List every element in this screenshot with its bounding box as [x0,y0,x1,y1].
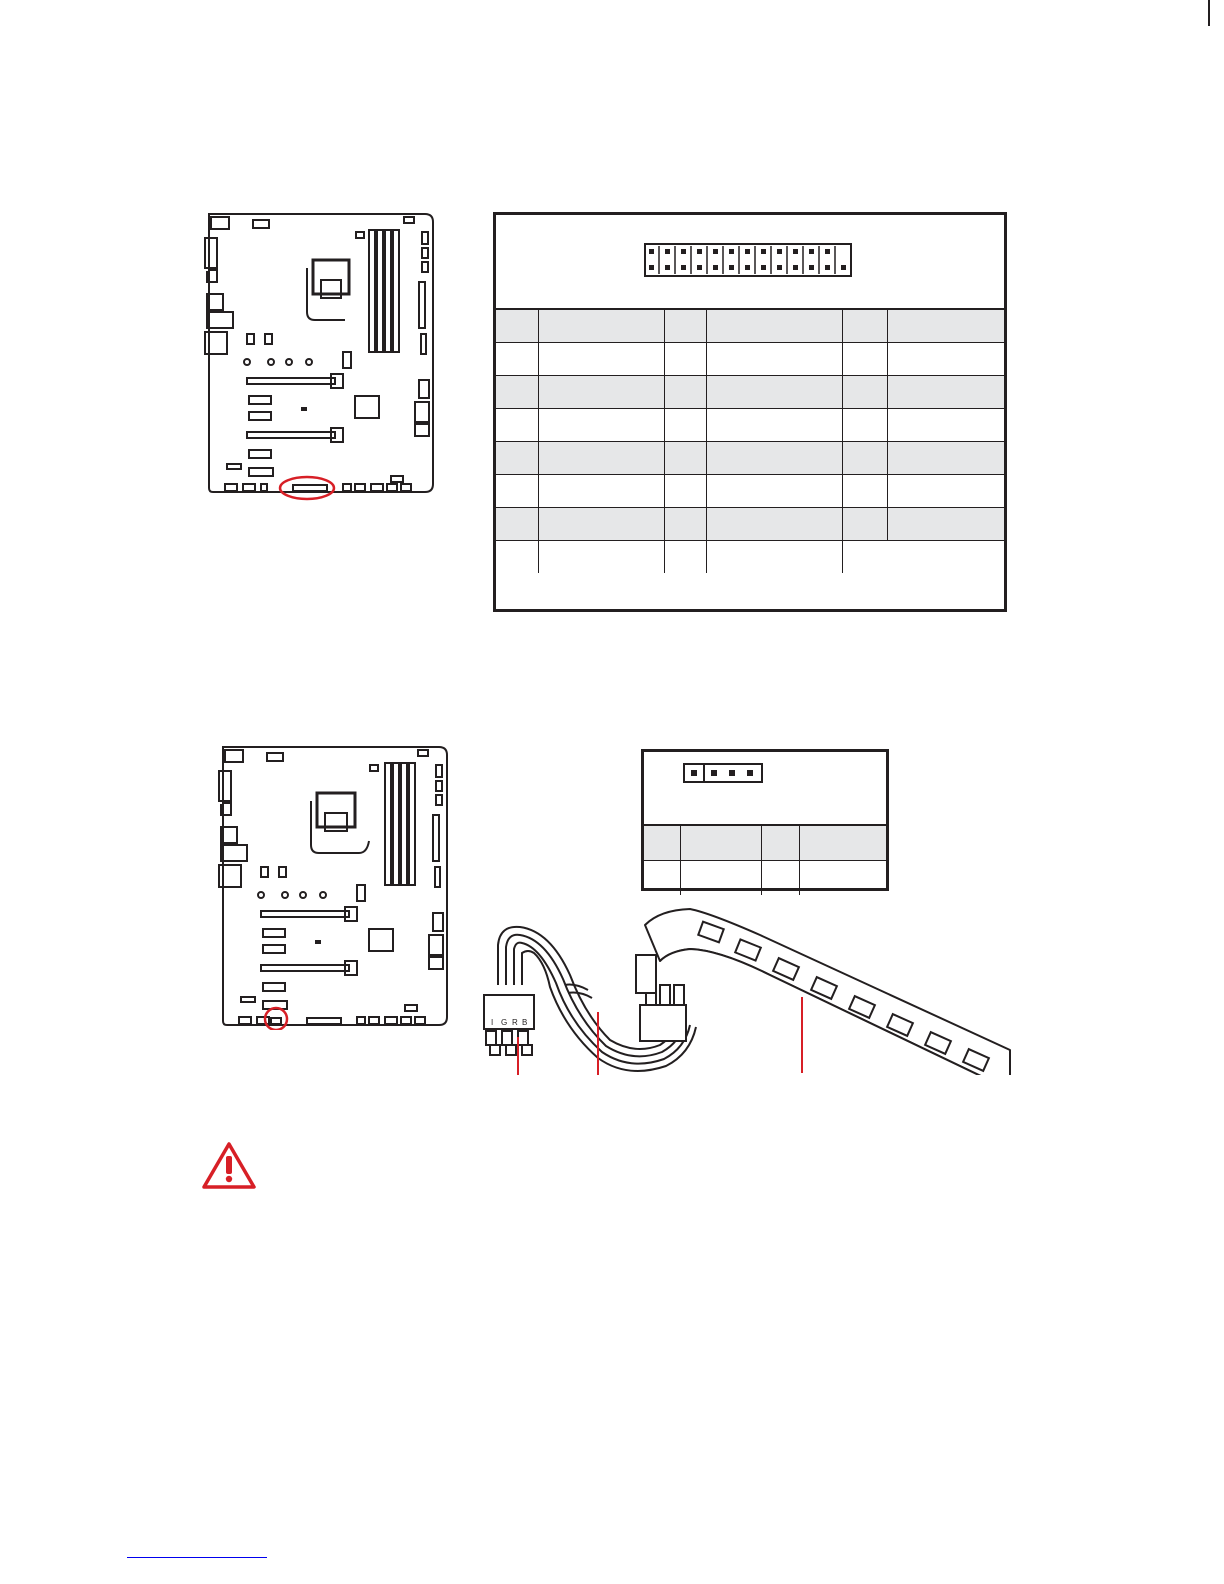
pin-number-cell [664,508,706,541]
empty-cell [842,541,1004,574]
motherboard-diagram-bottom [211,745,451,1030]
front-panel-pin-table-box [493,212,1007,612]
pin-number-cell [761,825,799,861]
motherboard-diagram-top [197,212,437,502]
pin-number-cell [664,442,706,475]
pin-number-cell [496,343,538,376]
signal-cell [680,825,761,861]
pin-number-cell [664,475,706,508]
pin-number-cell [842,442,887,475]
rgb-header-graphic [683,763,765,790]
pin-number-cell [664,343,706,376]
pin-number-cell [664,541,706,574]
pin-number-cell [496,541,538,574]
plug-letter-b: B [522,1018,528,1027]
rgb-led-strip-illustration [470,905,1015,1080]
signal-cell [887,475,1004,508]
table-row [496,343,1004,376]
signal-cell [706,343,842,376]
top-edge-rule [1208,0,1210,26]
pin-number-cell [842,309,887,343]
signal-cell [887,376,1004,409]
table-row [496,376,1004,409]
plug-letter-g: G [501,1018,508,1027]
pin-number-cell [496,376,538,409]
table-row [496,508,1004,541]
pin-number-cell [496,309,538,343]
pin-number-cell [842,376,887,409]
table-row [644,825,886,861]
highlight-circle-icon [280,477,334,499]
front-panel-pin-table [496,308,1004,573]
pin-number-cell [644,861,680,896]
warning-triangle-icon [201,1141,257,1196]
pin-number-cell [664,376,706,409]
signal-cell [706,409,842,442]
signal-cell [706,508,842,541]
pin-number-cell [496,508,538,541]
table-row [496,541,1004,574]
plug-letter-r: R [512,1018,518,1027]
signal-cell [680,861,761,896]
table-row [496,409,1004,442]
signal-cell [538,442,664,475]
signal-cell [706,475,842,508]
signal-cell [538,508,664,541]
pin-number-cell [842,508,887,541]
signal-cell [706,376,842,409]
pin-number-cell [644,825,680,861]
pin-number-cell [842,409,887,442]
signal-cell [887,508,1004,541]
pin-number-cell [496,409,538,442]
pin-number-cell [842,475,887,508]
pin-number-cell [496,442,538,475]
signal-cell [538,309,664,343]
footer-link-underline [127,1557,267,1558]
pin-number-cell [496,475,538,508]
plug-letter-i: I [491,1018,494,1027]
pin-number-cell [664,309,706,343]
signal-cell [887,309,1004,343]
pin-number-cell [842,343,887,376]
signal-cell [538,343,664,376]
pin-number-cell [664,409,706,442]
table-row [496,442,1004,475]
pin-header-graphic [644,243,854,284]
table-row [644,861,886,896]
signal-cell [887,343,1004,376]
signal-cell [799,825,886,861]
table-row [496,309,1004,343]
table-row [496,475,1004,508]
signal-cell [538,409,664,442]
signal-cell [538,475,664,508]
rgb-pin-table-box [641,749,889,891]
pin-number-cell [761,861,799,896]
rgb-pin-table [644,824,886,895]
signal-cell [706,541,842,574]
signal-cell [538,541,664,574]
signal-cell [799,861,886,896]
signal-cell [706,309,842,343]
signal-cell [538,376,664,409]
signal-cell [706,442,842,475]
signal-cell [887,442,1004,475]
signal-cell [887,409,1004,442]
